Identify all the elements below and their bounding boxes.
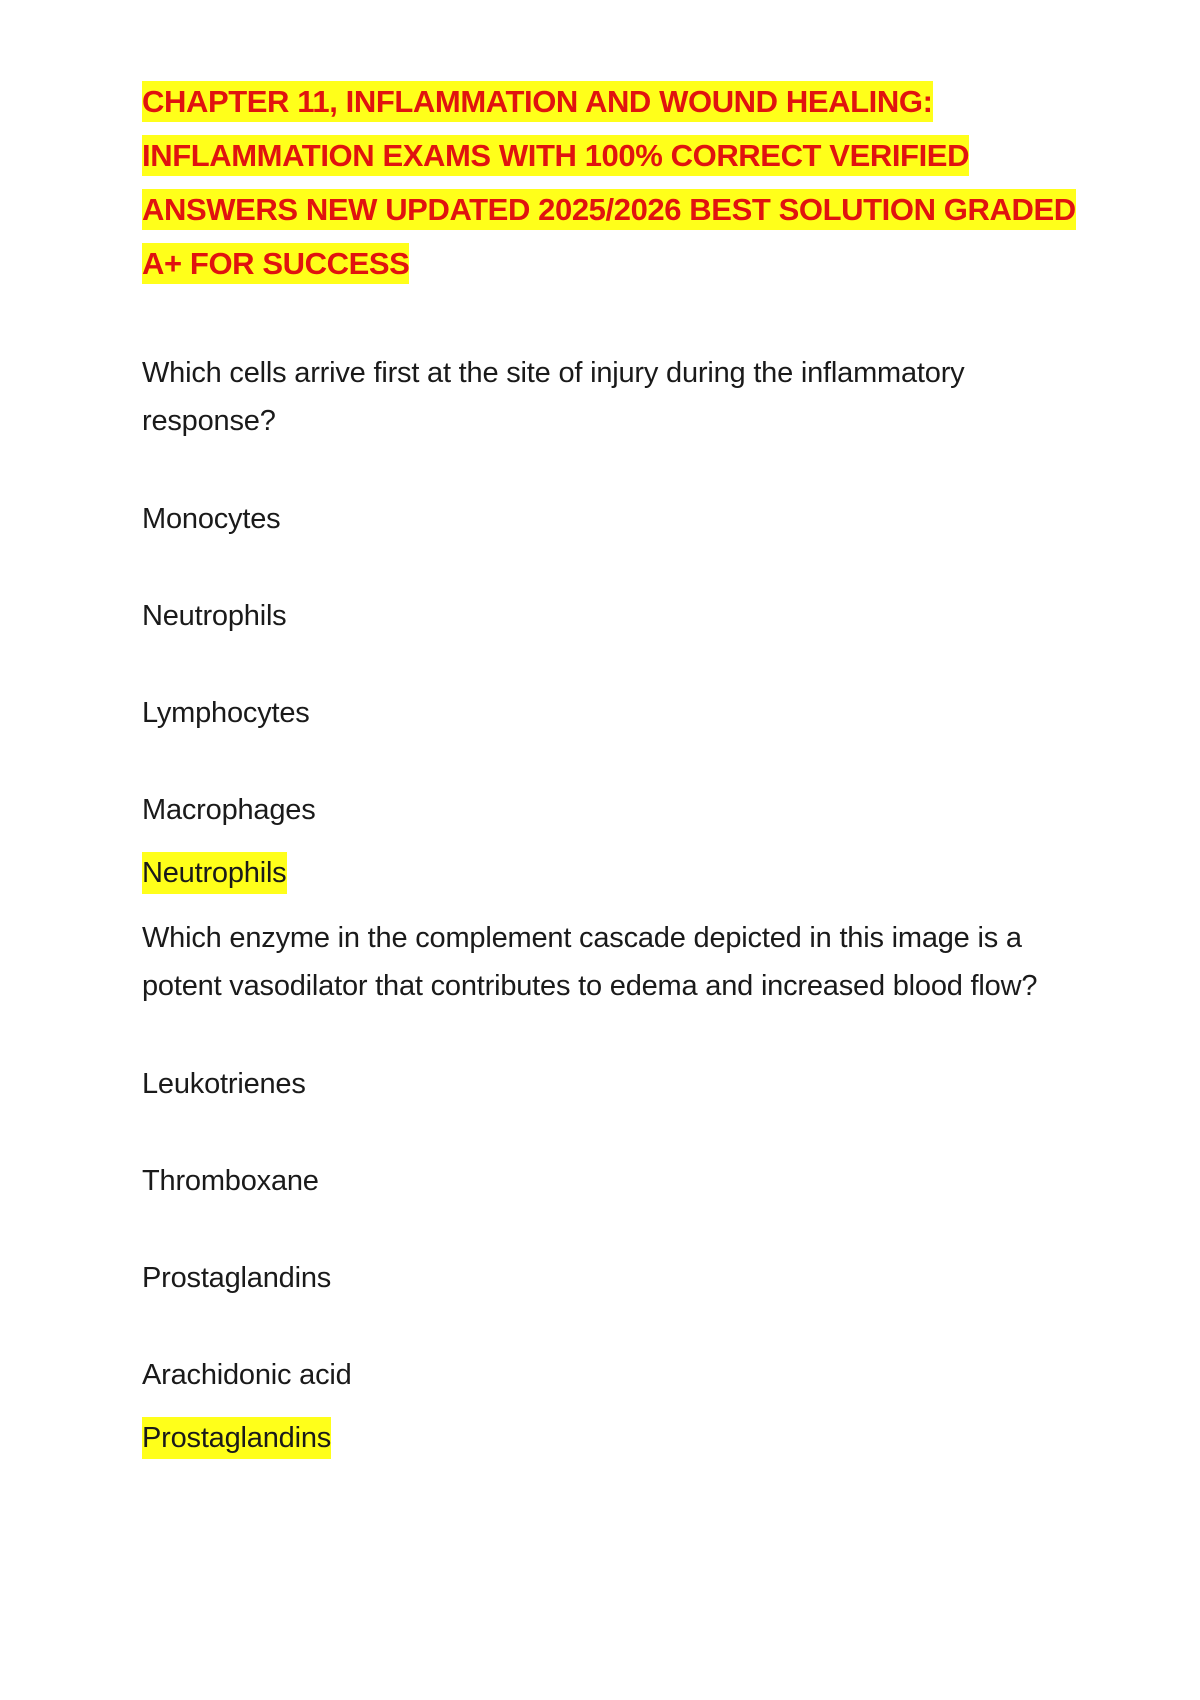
question-2-option-2: Thromboxane	[142, 1165, 319, 1197]
question-2-text: Which enzyme in the complement cascade depicted in this image is a potent vasodilator that contributes to edema and increased blood flow?	[142, 922, 1038, 1002]
question-1-option-1: Monocytes	[142, 503, 281, 535]
document-page	[142, 75, 1102, 1459]
question-block-1	[142, 349, 1102, 894]
question-block-2	[142, 914, 1102, 1459]
question-1-option-3: Lymphocytes	[142, 697, 310, 729]
question-2-options	[142, 1064, 1102, 1395]
question-1-option-4: Macrophages	[142, 794, 316, 826]
question-2-option-1: Leukotrienes	[142, 1068, 306, 1100]
question-1-options	[142, 499, 1102, 830]
question-2-option-3: Prostaglandins	[142, 1262, 332, 1294]
question-2-answer: Prostaglandins	[142, 1417, 331, 1459]
question-1-answer: Neutrophils	[142, 852, 287, 894]
question-1-option-2: Neutrophils	[142, 600, 287, 632]
question-2-option-4: Arachidonic acid	[142, 1359, 352, 1391]
question-1-text: Which cells arrive first at the site of injury during the inflammatory response?	[142, 357, 965, 437]
document-title-text: CHAPTER 11, INFLAMMATION AND WOUND HEALING: INFLAMMATION EXAMS WITH 100% CORRECT VERIFIED ANSWERS NEW UPDATED 2025/2026 BEST SOLUTION GRADED A+ FOR SUCCESS	[142, 81, 1076, 284]
document-title	[142, 75, 1102, 291]
